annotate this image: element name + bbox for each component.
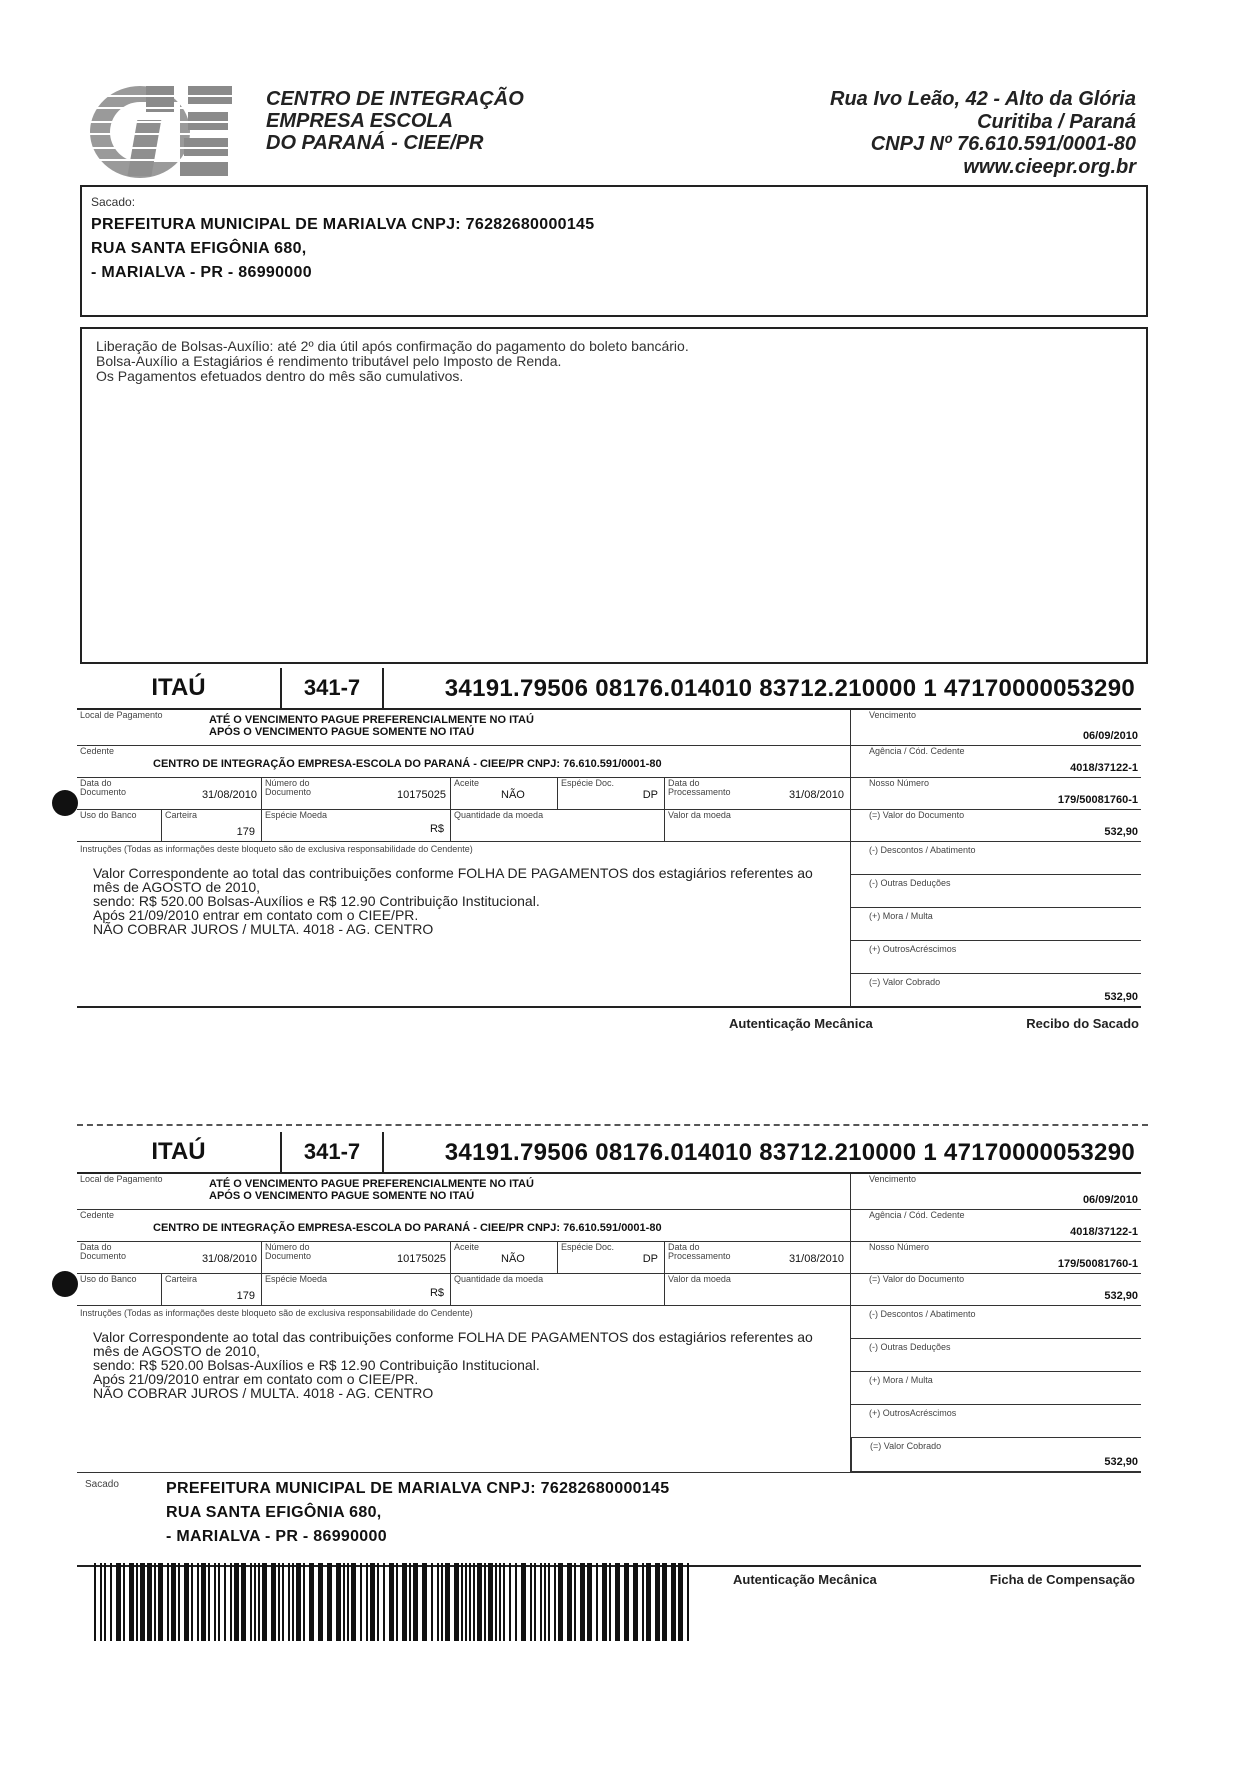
barcode-bar: [123, 1563, 125, 1641]
org-name: CENTRO DE INTEGRAÇÃO EMPRESA ESCOLA DO PARANÁ - CIEE/PR: [266, 88, 524, 154]
numero-documento: Número do Documento 10175025: [262, 1242, 451, 1274]
instrucoes-text: Valor Correspondente ao total das contribuições conforme FOLHA DE PAGAMENTOS dos estagiários referentes ao mês de AGOSTO de 2010, sendo: R$ 520.00 Bolsas-Auxílios e R$ 12.90 Contribuição Institucional. Após 21/09/2010 entrar em contato com o CIEE/PR. NÃO COBRAR JUROS / MULTA. 4018 - AG. CENTRO: [93, 865, 813, 937]
barcode-bar: [615, 1563, 620, 1641]
barcode-bar: [495, 1563, 497, 1641]
cedente: Cedente CENTRO DE INTEGRAÇÃO EMPRESA-ESCOLA DO PARANÁ - CIEE/PR CNPJ: 76.610.591/0001-80: [77, 746, 851, 778]
barcode-bar: [224, 1563, 226, 1641]
barcode-bar: [521, 1563, 526, 1641]
barcode-bar: [147, 1563, 152, 1641]
barcode-bar: [201, 1563, 206, 1641]
barcode-bar: [167, 1563, 169, 1641]
barcode-bar: [678, 1563, 683, 1641]
barcode-bar: [336, 1563, 341, 1641]
especie-moeda: Espécie Moeda R$: [262, 810, 451, 842]
barcode-bar: [366, 1563, 368, 1641]
barcode-bar: [567, 1563, 572, 1641]
carteira: Carteira 179: [162, 810, 262, 842]
barcode-bar: [642, 1563, 644, 1641]
carteira: Carteira 179: [162, 1274, 262, 1306]
valor-documento: (=) Valor do Documento 532,90: [851, 810, 1141, 842]
sacado-name: PREFEITURA MUNICIPAL DE MARIALVA CNPJ: 76282680000145: [91, 216, 595, 233]
barcode-bar: [278, 1563, 280, 1641]
quantidade-moeda: Quantidade da moeda: [451, 1274, 665, 1306]
barcode-bar: [296, 1563, 301, 1641]
barcode-bar: [396, 1563, 398, 1641]
barcode-bar: [197, 1563, 199, 1641]
local-pagamento: Local de Pagamento ATÉ O VENCIMENTO PAGUE PREFERENCIALMENTE NO ITAÚ APÓS O VENCIMENTO PAGUE SOMENTE NO ITAÚ: [77, 1174, 851, 1210]
ficha-sacado-city: - MARIALVA - PR - 86990000: [166, 1528, 387, 1545]
barcode-bar: [422, 1563, 427, 1641]
cut-line: [77, 1124, 1148, 1126]
recibo-do-sacado-label: Recibo do Sacado: [1026, 1016, 1139, 1031]
outras-deducoes: (-) Outras Deduções: [851, 875, 1141, 908]
quantidade-moeda: Quantidade da moeda: [451, 810, 665, 842]
punch-hole: [52, 1271, 78, 1297]
barcode-bar: [503, 1563, 505, 1641]
barcode-bar: [360, 1563, 362, 1641]
autenticacao-label: Autenticação Mecânica: [733, 1572, 877, 1587]
barcode-bar: [402, 1563, 407, 1641]
instrucoes-text: Valor Correspondente ao total das contribuições conforme FOLHA DE PAGAMENTOS dos estagiários referentes ao mês de AGOSTO de 2010, sendo: R$ 520.00 Bolsas-Auxílios e R$ 12.90 Contribuição Institucional. Após 21/09/2010 entrar em contato com o CIEE/PR. NÃO COBRAR JUROS / MULTA. 4018 - AG. CENTRO: [93, 1329, 813, 1401]
info-box: [80, 327, 1148, 664]
barcode-bar: [136, 1563, 138, 1641]
sacado-box: [80, 185, 1148, 317]
barcode-bar: [662, 1563, 667, 1641]
agencia-cedente: Agência / Cód. Cedente 4018/37122-1: [851, 1210, 1141, 1242]
barcode-bar: [431, 1563, 433, 1641]
barcode-bar: [288, 1563, 290, 1641]
barcode-bar: [441, 1563, 443, 1641]
barcode-bar: [499, 1563, 501, 1641]
local-pagamento: Local de Pagamento ATÉ O VENCIMENTO PAGUE PREFERENCIALMENTE NO ITAÚ APÓS O VENCIMENTO PAGUE SOMENTE NO ITAÚ: [77, 710, 851, 746]
info-line: Bolsa-Auxílio a Estagiários é rendimento tributável pelo Imposto de Renda.: [96, 353, 562, 369]
barcode-bar: [347, 1563, 349, 1641]
valor-documento: (=) Valor do Documento 532,90: [851, 1274, 1141, 1306]
info-line: Os Pagamentos efetuados dentro do mês são cumulativos.: [96, 368, 464, 384]
nosso-numero: Nosso Número 179/50081760-1: [851, 778, 1141, 810]
barcode-bar: [671, 1563, 676, 1641]
mora-multa: (+) Mora / Multa: [851, 908, 1141, 941]
vencimento: Vencimento 06/09/2010: [851, 1174, 1141, 1210]
sacado-street: RUA SANTA EFIGÔNIA 680,: [91, 240, 307, 257]
barcode-bar: [100, 1563, 102, 1641]
barcode-bar: [465, 1563, 467, 1641]
bank-row: [77, 1132, 1141, 1174]
cedente: Cedente CENTRO DE INTEGRAÇÃO EMPRESA-ESCOLA DO PARANÁ - CIEE/PR CNPJ: 76.610.591/0001-80: [77, 1210, 851, 1242]
instrucoes: Instruções (Todas as informações deste bloqueto são de exclusiva responsabilidade do Cendente): [77, 1306, 851, 1472]
barcode-bar: [318, 1563, 323, 1641]
ficha-sacado-label: Sacado: [85, 1479, 119, 1490]
data-processamento: Data do Processamento 31/08/2010: [665, 778, 851, 810]
barcode-bar: [687, 1563, 689, 1641]
barcode-bar: [184, 1563, 189, 1641]
barcode-bar: [646, 1563, 651, 1641]
barcode-bar: [624, 1563, 629, 1641]
bank-row: [77, 668, 1141, 710]
boleto-grid: [77, 1174, 1141, 1472]
barcode-bar: [409, 1563, 411, 1641]
uso-banco: Uso do Banco: [77, 1274, 162, 1306]
bank-name: ITAÚ: [151, 1138, 206, 1165]
barcode-bar: [178, 1563, 180, 1641]
barcode-bar: [292, 1563, 294, 1641]
boleto-grid: [77, 710, 1141, 1052]
bank-code: 341-7: [280, 1132, 384, 1172]
barcode-bar: [484, 1563, 486, 1641]
barcode-bar: [445, 1563, 450, 1641]
barcode-bar: [208, 1563, 210, 1641]
barcode-bar: [158, 1563, 163, 1641]
barcode-bar: [548, 1563, 550, 1641]
ficha-sacado-name: PREFEITURA MUNICIPAL DE MARIALVA CNPJ: 76282680000145: [166, 1480, 670, 1497]
barcode-bar: [303, 1563, 305, 1641]
barcode-bar: [488, 1563, 493, 1641]
barcode-bar: [250, 1563, 252, 1641]
barcode-bar: [171, 1563, 176, 1641]
digit-line: 34191.79506 08176.014010 83712.210000 1 47170000053290: [444, 1139, 1135, 1166]
barcode-bar: [461, 1563, 463, 1641]
barcode-bar: [218, 1563, 220, 1641]
ciee-logo: [88, 82, 256, 180]
barcode-bar: [377, 1563, 379, 1641]
barcode-bar: [343, 1563, 345, 1641]
barcode-bar: [554, 1563, 556, 1641]
barcode-bar: [104, 1563, 106, 1641]
uso-banco: Uso do Banco: [77, 810, 162, 842]
punch-hole: [52, 790, 78, 816]
digit-line: 34191.79506 08176.014010 83712.210000 1 47170000053290: [444, 675, 1135, 702]
boleto-recibo: [77, 668, 1141, 1052]
barcode-bar: [544, 1563, 546, 1641]
aceite: Aceite NÃO: [451, 778, 558, 810]
barcode-bar: [116, 1563, 121, 1641]
data-documento: Data do Documento 31/08/2010: [77, 778, 262, 810]
outros-acrescimos: (+) OutrosAcréscimos: [851, 941, 1141, 974]
outros-acrescimos: (+) OutrosAcréscimos: [851, 1405, 1141, 1438]
outras-deducoes: (-) Outras Deduções: [851, 1339, 1141, 1372]
barcode-bar: [370, 1563, 375, 1641]
barcode: [94, 1563, 692, 1641]
barcode-bar: [574, 1563, 576, 1641]
barcode-bar: [587, 1563, 592, 1641]
autenticacao-label: Autenticação Mecânica: [729, 1016, 873, 1031]
data-documento: Data do Documento 31/08/2010: [77, 1242, 262, 1274]
vencimento: Vencimento 06/09/2010: [851, 710, 1141, 746]
valor-moeda: Valor da moeda: [665, 1274, 851, 1306]
barcode-bar: [454, 1563, 459, 1641]
bank-code: 341-7: [280, 668, 384, 708]
barcode-bar: [530, 1563, 532, 1641]
ficha-sacado: [77, 1472, 1141, 1567]
mora-multa: (+) Mora / Multa: [851, 1372, 1141, 1405]
barcode-bar: [596, 1563, 598, 1641]
especie-moeda: Espécie Moeda R$: [262, 1274, 451, 1306]
barcode-bar: [602, 1563, 607, 1641]
descontos: (-) Descontos / Abatimento: [851, 1306, 1141, 1339]
barcode-bar: [633, 1563, 638, 1641]
barcode-bar: [558, 1563, 563, 1641]
valor-moeda: Valor da moeda: [665, 810, 851, 842]
barcode-bar: [94, 1563, 96, 1641]
ficha-compensacao-label: Ficha de Compensação: [989, 1572, 1135, 1587]
ficha-sacado-street: RUA SANTA EFIGÔNIA 680,: [166, 1504, 382, 1521]
barcode-bar: [271, 1563, 276, 1641]
info-line: Liberação de Bolsas-Auxílio: até 2º dia útil após confirmação do pagamento do boleto bancário.: [96, 338, 689, 354]
barcode-bar: [154, 1563, 156, 1641]
barcode-bar: [258, 1563, 260, 1641]
barcode-bar: [262, 1563, 267, 1641]
bank-name: ITAÚ: [151, 674, 206, 701]
barcode-bar: [129, 1563, 134, 1641]
barcode-bar: [383, 1563, 385, 1641]
nosso-numero: Nosso Número 179/50081760-1: [851, 1242, 1141, 1274]
sacado-label: Sacado:: [91, 195, 136, 209]
barcode-bar: [230, 1563, 232, 1641]
barcode-bar: [241, 1563, 246, 1641]
barcode-bar: [540, 1563, 542, 1641]
barcode-bar: [140, 1563, 145, 1641]
valor-cobrado: (=) Valor Cobrado 532,90: [851, 974, 1141, 1008]
instrucoes: Instruções (Todas as informações deste bloqueto são de exclusiva responsabilidade do Cendente): [77, 842, 851, 1008]
boleto-ficha: [77, 1132, 1141, 1597]
especie-doc: Espécie Doc. DP: [558, 778, 665, 810]
data-processamento: Data do Processamento 31/08/2010: [665, 1242, 851, 1274]
barcode-bar: [580, 1563, 585, 1641]
barcode-bar: [327, 1563, 332, 1641]
barcode-bar: [534, 1563, 536, 1641]
org-address: Rua Ivo Leão, 42 - Alto da Glória Curitiba / Paraná CNPJ Nº 76.610.591/0001-80 www.cieepr.org.br: [830, 88, 1136, 178]
barcode-bar: [413, 1563, 418, 1641]
barcode-bar: [655, 1563, 660, 1641]
barcode-bar: [110, 1563, 112, 1641]
agencia-cedente: Agência / Cód. Cedente 4018/37122-1: [851, 746, 1141, 778]
barcode-bar: [509, 1563, 511, 1641]
numero-documento: Número do Documento 10175025: [262, 778, 451, 810]
barcode-bar: [477, 1563, 482, 1641]
barcode-bar: [609, 1563, 611, 1641]
barcode-bar: [191, 1563, 193, 1641]
barcode-bar: [469, 1563, 471, 1641]
barcode-bar: [473, 1563, 475, 1641]
valor-cobrado: (=) Valor Cobrado 532,90: [851, 1438, 1141, 1472]
barcode-bar: [214, 1563, 216, 1641]
barcode-bar: [254, 1563, 256, 1641]
barcode-bar: [389, 1563, 394, 1641]
barcode-bar: [282, 1563, 284, 1641]
especie-doc: Espécie Doc. DP: [558, 1242, 665, 1274]
barcode-bar: [309, 1563, 314, 1641]
barcode-bar: [351, 1563, 356, 1641]
barcode-bar: [234, 1563, 239, 1641]
aceite: Aceite NÃO: [451, 1242, 558, 1274]
descontos: (-) Descontos / Abatimento: [851, 842, 1141, 875]
sacado-city: - MARIALVA - PR - 86990000: [91, 264, 312, 281]
barcode-bar: [437, 1563, 439, 1641]
barcode-bar: [515, 1563, 517, 1641]
